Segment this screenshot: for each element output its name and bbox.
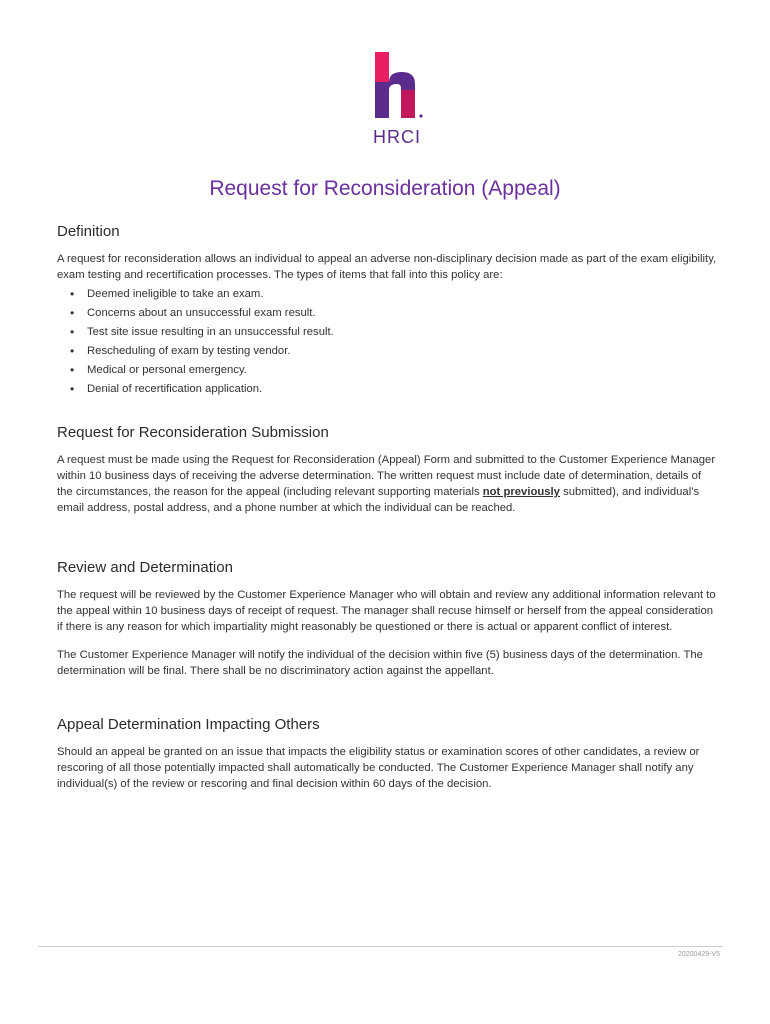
list-item: • Rescheduling of exam by testing vendor. (87, 342, 717, 361)
list-item: • Deemed ineligible to take an exam. (87, 285, 717, 304)
submission-paragraph (57, 452, 717, 516)
impact-paragraph: Should an appeal be granted on an issue that impacts the eligibility status or examination scores of other candidates, a review or rescoring of all those potentially impacted shall automatically be conducted. The Customer Experience Manager shall notify any individual(s) of the review or rescoring and final decision within 60 days of the decision. (57, 746, 700, 790)
definition-section (57, 223, 717, 399)
impact-heading: Appeal Determination Impacting Others (57, 716, 320, 733)
review-section (57, 559, 717, 679)
submission-emphasis: not previously (482, 486, 560, 498)
definition-heading: Definition (57, 223, 120, 240)
footer-divider (38, 946, 723, 947)
list-item: • Concerns about an unsuccessful exam result. (87, 304, 717, 323)
submission-heading: Request for Reconsideration Submission (57, 424, 329, 441)
logo-wordmark: HRCI (373, 127, 421, 147)
page-title: Request for Reconsideration (Appeal) (209, 177, 561, 200)
list-item: • Denial of recertification application. (87, 380, 717, 399)
list-item: • Medical or personal emergency. (87, 361, 717, 380)
review-heading: Review and Determination (57, 559, 233, 576)
submission-text-before: A request must be made using the Request for Reconsideration (Appeal) Form and submitted to the Customer Experience Manager within 10 business days of receiving the adverse determination. The written request must include date of determination, details of the circumstances, the reason for the appeal (including relevant supporting materials (57, 454, 716, 498)
impact-section (57, 716, 717, 792)
definition-list (57, 285, 717, 399)
review-paragraph-1: The request will be reviewed by the Customer Experience Manager who will obtain and review any additional information relevant to the appeal within 10 business days of receipt of request. The manager shall recuse himself or herself from the appeal consideration if there is any reason for which impartiality might reasonably be questioned or there is actual or apparent conflict of interest. (57, 589, 716, 633)
submission-section (57, 424, 717, 516)
document-version-code: 20200429-V5 (677, 951, 720, 958)
review-paragraph-2: The Customer Experience Manager will notify the individual of the decision within five (5) business days of the determination. The determination will be final. There shall be no discriminatory action against the appellant. (57, 649, 703, 677)
definition-intro: A request for reconsideration allows an individual to appeal an adverse non-disciplinary decision made as part of the exam eligibility, exam testing and recertification processes. The types of items that fall into this policy are: (57, 253, 717, 281)
h-logo-icon (360, 50, 430, 130)
submission-text-after: submitted), and individual’s email address, postal address, and a phone number at which the individual can be reached. (57, 486, 700, 514)
list-item: • Test site issue resulting in an unsuccessful result. (87, 323, 717, 342)
